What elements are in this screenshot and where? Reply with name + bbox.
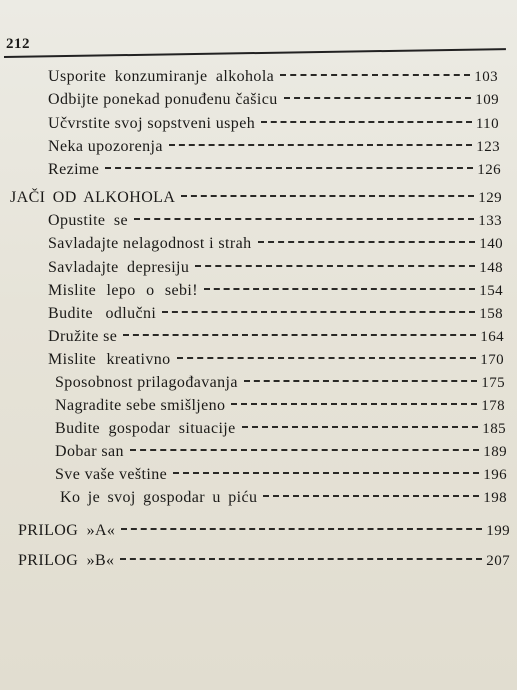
toc-entry-title: Opustite se bbox=[48, 212, 128, 229]
toc-entry-title: JAČI OD ALKOHOLA bbox=[10, 189, 176, 206]
toc-leader bbox=[261, 121, 472, 123]
toc-leader bbox=[244, 380, 477, 382]
toc-leader bbox=[280, 74, 470, 76]
toc-entry bbox=[55, 374, 505, 392]
toc-entry bbox=[48, 115, 499, 133]
toc-entry-title: Sve vaše veštine bbox=[55, 466, 168, 483]
toc-leader bbox=[258, 241, 476, 243]
toc-entry bbox=[48, 328, 504, 346]
toc-entry-page: 126 bbox=[477, 162, 501, 178]
toc-entry bbox=[48, 161, 501, 179]
toc-entry-title: Ko je svoj gospodar u piću bbox=[60, 489, 258, 506]
toc-entry-page: 189 bbox=[483, 444, 507, 460]
toc-entry-title: Odbijte ponekad ponuđenu čašicu bbox=[48, 91, 278, 108]
toc-entry bbox=[55, 443, 507, 461]
toc-entry bbox=[48, 68, 498, 86]
toc-leader bbox=[204, 288, 475, 290]
toc-entry-title: Nagradite sebe smišljeno bbox=[55, 397, 226, 414]
toc-entry-page: 198 bbox=[483, 490, 507, 506]
toc-entry-title: Dobar san bbox=[55, 443, 124, 460]
toc-leader bbox=[284, 97, 472, 99]
toc-leader bbox=[231, 403, 477, 405]
page-number: 212 bbox=[6, 36, 30, 52]
toc-leader bbox=[242, 426, 479, 428]
toc-leader bbox=[130, 449, 479, 451]
toc-entry-page: 175 bbox=[481, 375, 505, 391]
toc-entry-title: Družite se bbox=[48, 328, 118, 345]
toc-leader bbox=[121, 528, 482, 530]
toc-entry-title: PRILOG »A« bbox=[18, 522, 116, 539]
toc-entry bbox=[10, 189, 502, 207]
toc-entry-title: Budite odlučni bbox=[48, 305, 157, 322]
toc-entry bbox=[48, 305, 503, 323]
toc-leader bbox=[123, 334, 476, 336]
toc-entry bbox=[48, 351, 504, 369]
toc-entry-page: 129 bbox=[478, 190, 502, 206]
toc-leader bbox=[173, 472, 479, 474]
toc-leader bbox=[177, 357, 477, 359]
toc-entry-title: Sposobnost prilagođavanja bbox=[55, 374, 238, 391]
toc-entry bbox=[55, 466, 507, 484]
toc-entry-page: 158 bbox=[479, 306, 503, 322]
toc-entry bbox=[18, 552, 510, 570]
toc-entry-title: Učvrstite svoj sopstveni uspeh bbox=[48, 115, 256, 132]
toc-leader bbox=[134, 218, 474, 220]
toc-leader bbox=[120, 558, 482, 560]
toc-entry bbox=[48, 138, 500, 156]
toc-entry-page: 154 bbox=[479, 283, 503, 299]
toc-entry bbox=[18, 522, 510, 540]
toc-entry-title: Usporite konzumiranje alkohola bbox=[48, 68, 275, 85]
toc-leader bbox=[195, 265, 475, 267]
toc-leader bbox=[162, 311, 475, 313]
toc-entry-title: Savladajte depresiju bbox=[48, 259, 190, 276]
toc-entry-page: 110 bbox=[475, 116, 499, 132]
toc-leader bbox=[263, 495, 479, 497]
toc-leader bbox=[181, 195, 474, 197]
toc-entry-title: Savladajte nelagodnost i strah bbox=[48, 235, 252, 252]
toc-entry-page: 199 bbox=[486, 523, 510, 539]
toc-entry-page: 185 bbox=[482, 421, 506, 437]
toc-entry-title: Mislite lepo o sebi! bbox=[48, 282, 198, 299]
toc-entry-page: 164 bbox=[480, 329, 504, 345]
toc-entry bbox=[55, 420, 506, 438]
toc-entry bbox=[60, 489, 507, 507]
toc-entry bbox=[55, 397, 505, 415]
toc-entry-page: 196 bbox=[483, 467, 507, 483]
toc-entry-title: Rezime bbox=[48, 161, 100, 178]
toc-entry-page: 140 bbox=[479, 236, 503, 252]
toc-entry-page: 133 bbox=[478, 213, 502, 229]
toc-leader bbox=[169, 144, 472, 146]
toc-entry-title: Mislite kreativno bbox=[48, 351, 171, 368]
toc-entry-title: Neka upozorenja bbox=[48, 138, 163, 155]
toc-entry bbox=[48, 235, 503, 253]
toc-entry bbox=[48, 282, 503, 300]
toc-entry-page: 109 bbox=[475, 92, 499, 108]
toc-entry-title: PRILOG »B« bbox=[18, 552, 115, 569]
toc-entry-page: 207 bbox=[486, 553, 510, 569]
toc-entry-page: 103 bbox=[474, 69, 498, 85]
toc-entry bbox=[48, 91, 499, 109]
toc-entry-page: 123 bbox=[476, 139, 500, 155]
toc-entry-title: Budite gospodar situacije bbox=[55, 420, 236, 437]
toc-entry-page: 148 bbox=[479, 260, 503, 276]
toc-entry bbox=[48, 259, 503, 277]
toc-entry-page: 178 bbox=[481, 398, 505, 414]
toc-entry bbox=[48, 212, 502, 230]
toc-entry-page: 170 bbox=[480, 352, 504, 368]
toc-leader bbox=[105, 167, 473, 169]
